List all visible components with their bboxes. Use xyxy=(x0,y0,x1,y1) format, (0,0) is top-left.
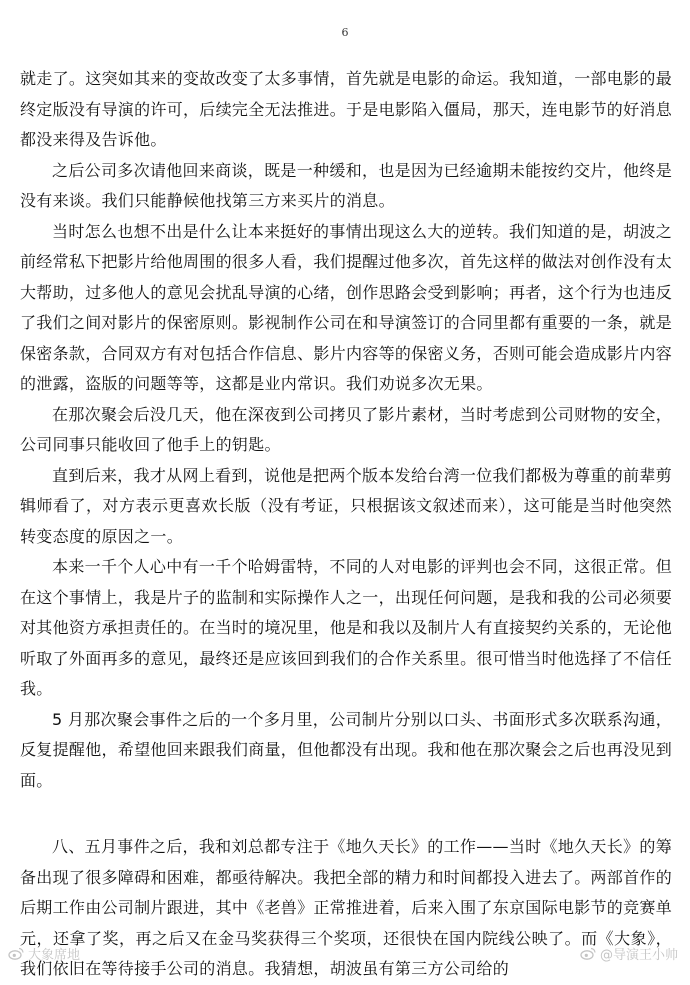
paragraph-7: 5 月那次聚会事件之后的一个多月里，公司制片分别以口头、书面形式多次联系沟通，反复提醒他，希望他回来跟我们商量，但他都没有出现。我和他在那次聚会之后也再没见到面。 xyxy=(20,709,673,790)
section-8-paragraph: 八、五月事件之后，我和刘总都专注于《地久天长》的工作——当时《地久天长》的筹备出现了很多障碍和困难，都亟待解决。我把全部的精力和时间都投入进去了。两部首作的后期工作由公司制片跟进，其中《老兽》正常推进着，后来入围了东京国际电影节的竞赛单元，还拿了奖，再之后又在金马奖获得三个奖项，还很快在国内院线公映了。而《大象》，我们依旧在等待接手公司的消息。我猜想，胡波虽有第三方公司给的 xyxy=(20,837,673,978)
paragraph-4: 在那次聚会后没几天，他在深夜到公司拷贝了影片素材，当时考虑到公司财物的安全，公司同事只能收回了他手上的钥匙。 xyxy=(20,404,672,454)
paragraph-2: 之后公司多次请他回来商谈，既是一种缓和，也是因为已经逾期未能按约交片，他终是没有来谈。我们只能静候他找第三方来买片的消息。 xyxy=(20,160,672,210)
watermark-right-text: @导演王小帅 xyxy=(599,948,678,963)
weibo-icon xyxy=(580,947,596,960)
paragraph-6: 本来一千个人心中有一千个哈姆雷特，不同的人对电影的评判也会不同，这很正常。但在这个事情上，我是片子的监制和实际操作人之一，出现任何问题，是我和我的公司必须要对其他资方承担责任的。在当时的境况里，他是和我以及制片人有直接契约关系的，无论他听取了外面再多的意见，最终还是应该回到我们的合作关系里。很可惜当时他选择了不信任我。 xyxy=(20,557,673,698)
paragraph-5: 直到后来，我才从网上看到，说他是把两个版本发给台湾一位我们都极为尊重的前辈剪辑师看了，对方表示更喜欢长版（没有考证，只根据该文叙述而来），这可能是当时他突然转变态度的原因之一。 xyxy=(20,465,672,546)
section-gap xyxy=(20,796,672,832)
weibo-icon xyxy=(8,947,24,960)
document-body xyxy=(20,64,672,985)
paragraph-3: 当时怎么也想不出是什么让本来挺好的事情出现这么大的逆转。我们知道的是，胡波之前经常私下把影片给他周围的很多人看，我们提醒过他多次，首先这样的做法对创作没有太大帮助，过多他人的意见会扰乱导演的心绪，创作思路会受到影响；再者，这个行为也违反了我们之间对影片的保密原则。影视制作公司在和导演签订的合同里都有重要的一条，就是保密条款，合同双方有对包括合作信息、影片内容等的保密义务，否则可能会造成影片内容的泄露，盗版的问题等等，这都是业内常识。我们劝说多次无果。 xyxy=(20,221,673,393)
watermark-left xyxy=(8,944,80,963)
watermark-left-text: 大象席地 xyxy=(28,948,81,963)
watermark-right xyxy=(580,944,678,963)
paragraph-1: 就走了。这突如其来的变故改变了太多事情，首先就是电影的命运。我知道，一部电影的最终定版没有导演的许可，后续完全无法推进。于是电影陷入僵局，那天，连电影节的好消息都没来得及告诉他。 xyxy=(20,69,673,149)
page-number: 6 xyxy=(341,26,349,39)
